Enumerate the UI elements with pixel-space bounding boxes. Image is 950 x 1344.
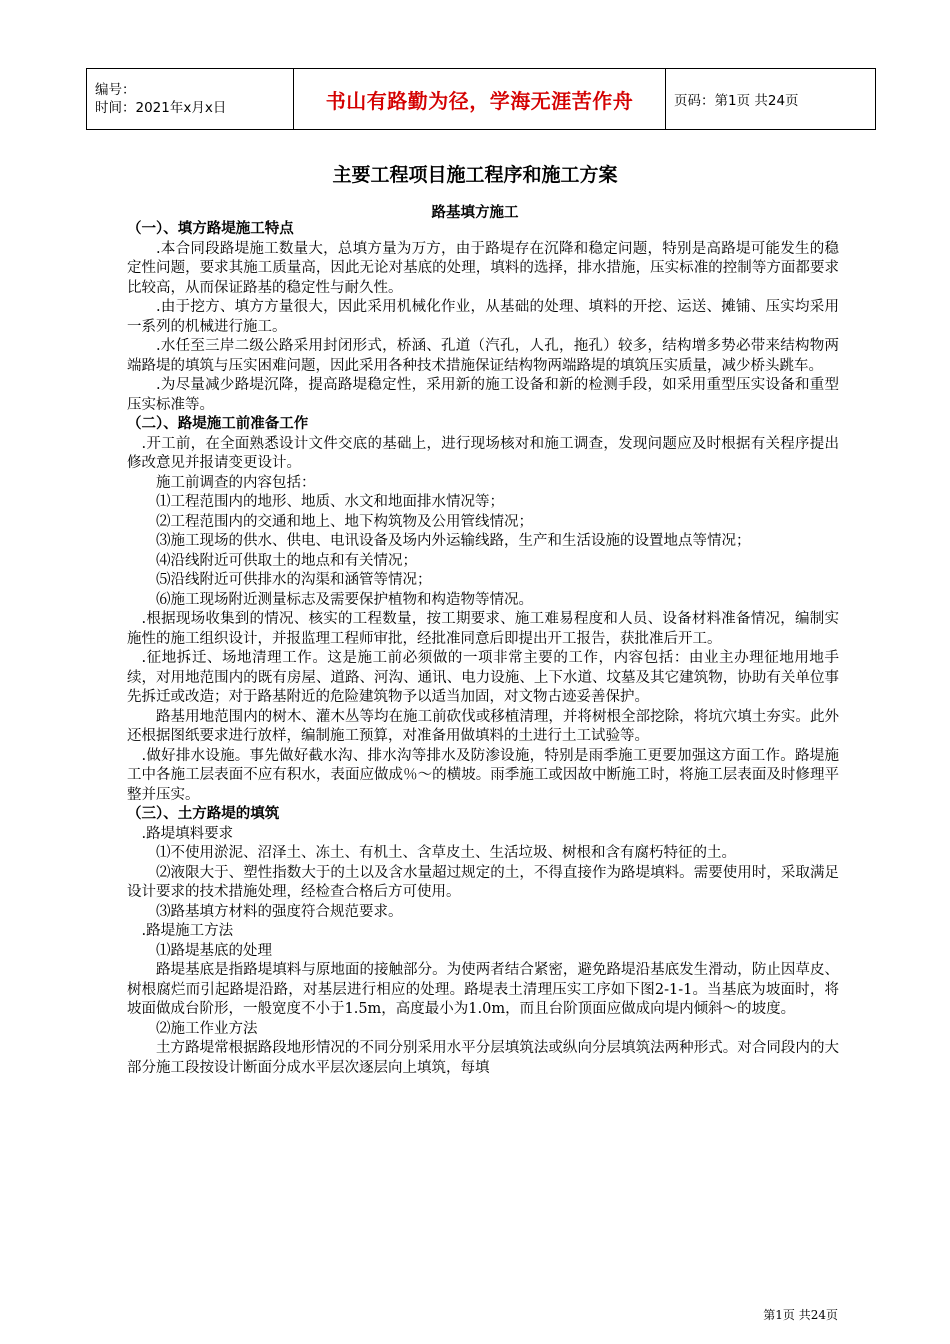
- list-item: ⑵工程范围内的交通和地上、地下构筑物及公用管线情况；: [156, 513, 533, 530]
- list-item: ⑷沿线附近可供取土的地点和有关情况；: [156, 552, 417, 569]
- paragraph: .路堤施工方法: [141, 923, 234, 939]
- header-page-label: 页码：第1页 共24页: [666, 69, 876, 130]
- paragraph: .由于挖方、填方方量很大，因此采用机械化作业，从基础的处理、填料的开挖、运送、摊铺、压实均采用一系列的机械进行施工。: [127, 299, 839, 335]
- document-number-label: 编号：: [95, 82, 136, 98]
- paragraph: .为尽量减少路堤沉降，提高路堤稳定性，采用新的施工设备和新的检测手段，如采用重型压实设备和重型压实标准等。: [127, 377, 839, 413]
- paragraph: .本合同段路堤施工数量大，总填方量为万方，由于路堤存在沉降和稳定问题，特别是高路堤可能发生的稳定性问题，要求其施工质量高，因此无论对基底的处理，填料的选择，排水措施，压实标准的控制等方面都要求比较高，从而保证路基的稳定性与耐久性。: [127, 240, 839, 296]
- paragraph: 土方路堤常根据路段地形情况的不同分别采用水平分层填筑法或纵向分层填筑法两种形式。对合同段内的大部分施工段按设计断面分成水平层次逐层向上填筑，每填: [127, 1040, 839, 1076]
- list-item: ⑵施工作业方法: [156, 1020, 258, 1037]
- paragraph: .水任至三岸二级公路采用封闭形式，桥涵、孔道（汽孔，人孔，拖孔）较多，结构增多势必带来结构物两端路堤的填筑与压实困难问题，因此采用各种技术措施保证结构物两端路堤的填筑压实质量，减少桥头跳车。: [127, 338, 839, 374]
- list-item: ⑵液限大于、塑性指数大于的土以及含水量超过规定的土，不得直接作为路堤填料。需要使用时，采取满足设计要求的技术措施处理，经检查合格后方可使用。: [127, 864, 839, 900]
- page-footer: 第1页 共24页: [763, 1308, 838, 1322]
- document-title: 主要工程项目施工程序和施工方案: [332, 164, 618, 186]
- paragraph: .做好排水设施。事先做好截水沟、排水沟等排水及防渗设施，特别是雨季施工更要加强这方面工作。路堤施工中各施工层表面不应有积水，表面应做成％～的横坡。雨季施工或因故中断施工时，将施工层表面及时修理平整并压实。: [127, 747, 839, 803]
- paragraph: .开工前，在全面熟悉设计文件交底的基础上，进行现场核对和施工调查，发现问题应及时根据有关程序提出修改意见并报请变更设计。: [127, 435, 839, 471]
- document-header: [86, 68, 876, 130]
- list-item: ⑴路堤基底的处理: [156, 942, 272, 959]
- section-heading: （一）、填方路堤施工特点: [127, 221, 294, 237]
- list-item: ⑶路基填方材料的强度符合规范要求。: [156, 903, 403, 920]
- section-heading: （三）、土方路堤的填筑: [127, 806, 280, 822]
- paragraph: 路基用地范围内的树木、灌木丛等均在施工前砍伐或移植清理，并将树根全部挖除，将坑穴填土夯实。此外还根据图纸要求进行放样，编制施工预算，对准备用做填料的土进行土工试验等。: [127, 708, 839, 744]
- list-item: ⑹施工现场附近测量标志及需要保护植物和构造物等情况。: [156, 591, 533, 608]
- list-item: ⑴工程范围内的地形、地质、水文和地面排水情况等；: [156, 494, 504, 510]
- paragraph: .根据现场收集到的情况、核实的工程数量，按工期要求、施工难易程度和人员、设备材料准备情况，编制实施性的施工组织设计，并报监理工程师审批，经批准同意后即提出开工报告，获批准后开工。: [127, 611, 839, 647]
- header-motto: 书山有路勤为径，学海无涯苦作舟: [294, 69, 666, 130]
- paragraph: .路堤填料要求: [141, 825, 234, 842]
- header-meta: [87, 69, 294, 130]
- document-body: [127, 220, 839, 1078]
- paragraph: .征地拆迁、场地清理工作。这是施工前必须做的一项非常主要的工作，内容包括：由业主办理征地用地手续，对用地范围内的既有房屋、道路、河沟、通讯、电力设施、上下水道、坟墓及其它建筑物，协助有关单位事先拆迁或改造；对于路基附近的危险建筑物予以适当加固，对文物古迹妥善保护。: [127, 650, 839, 705]
- document-time-label: 时间：2021年x月x日: [95, 100, 227, 116]
- list-item: ⑸沿线附近可供排水的沟渠和涵管等情况；: [156, 572, 432, 588]
- paragraph: 施工前调查的内容包括：: [156, 474, 316, 491]
- paragraph: 路堤基底是指路堤填料与原地面的接触部分。为使两者结合紧密，避免路堤沿基底发生滑动，防止因草皮、树根腐烂而引起路堤沿路，对基层进行相应的处理。路堤表土清理压实工序如下图2-1-1。当基底为坡面时，将坡面做成台阶形，一般宽度不小于1.5m，高度最小为1.0m，而且台阶顶面应做成向堤内倾斜～的坡度。: [127, 962, 839, 1017]
- list-item: ⑶施工现场的供水、供电、电讯设备及场内外运输线路，生产和生活设施的设置地点等情况；: [156, 533, 751, 549]
- list-item: ⑴不使用淤泥、沼泽土、冻土、有机土、含草皮土、生活垃圾、树根和含有腐朽特征的土。: [156, 845, 736, 861]
- document-subtitle: 路基填方施工: [431, 205, 519, 221]
- section-heading: （二）、路堤施工前准备工作: [127, 416, 309, 432]
